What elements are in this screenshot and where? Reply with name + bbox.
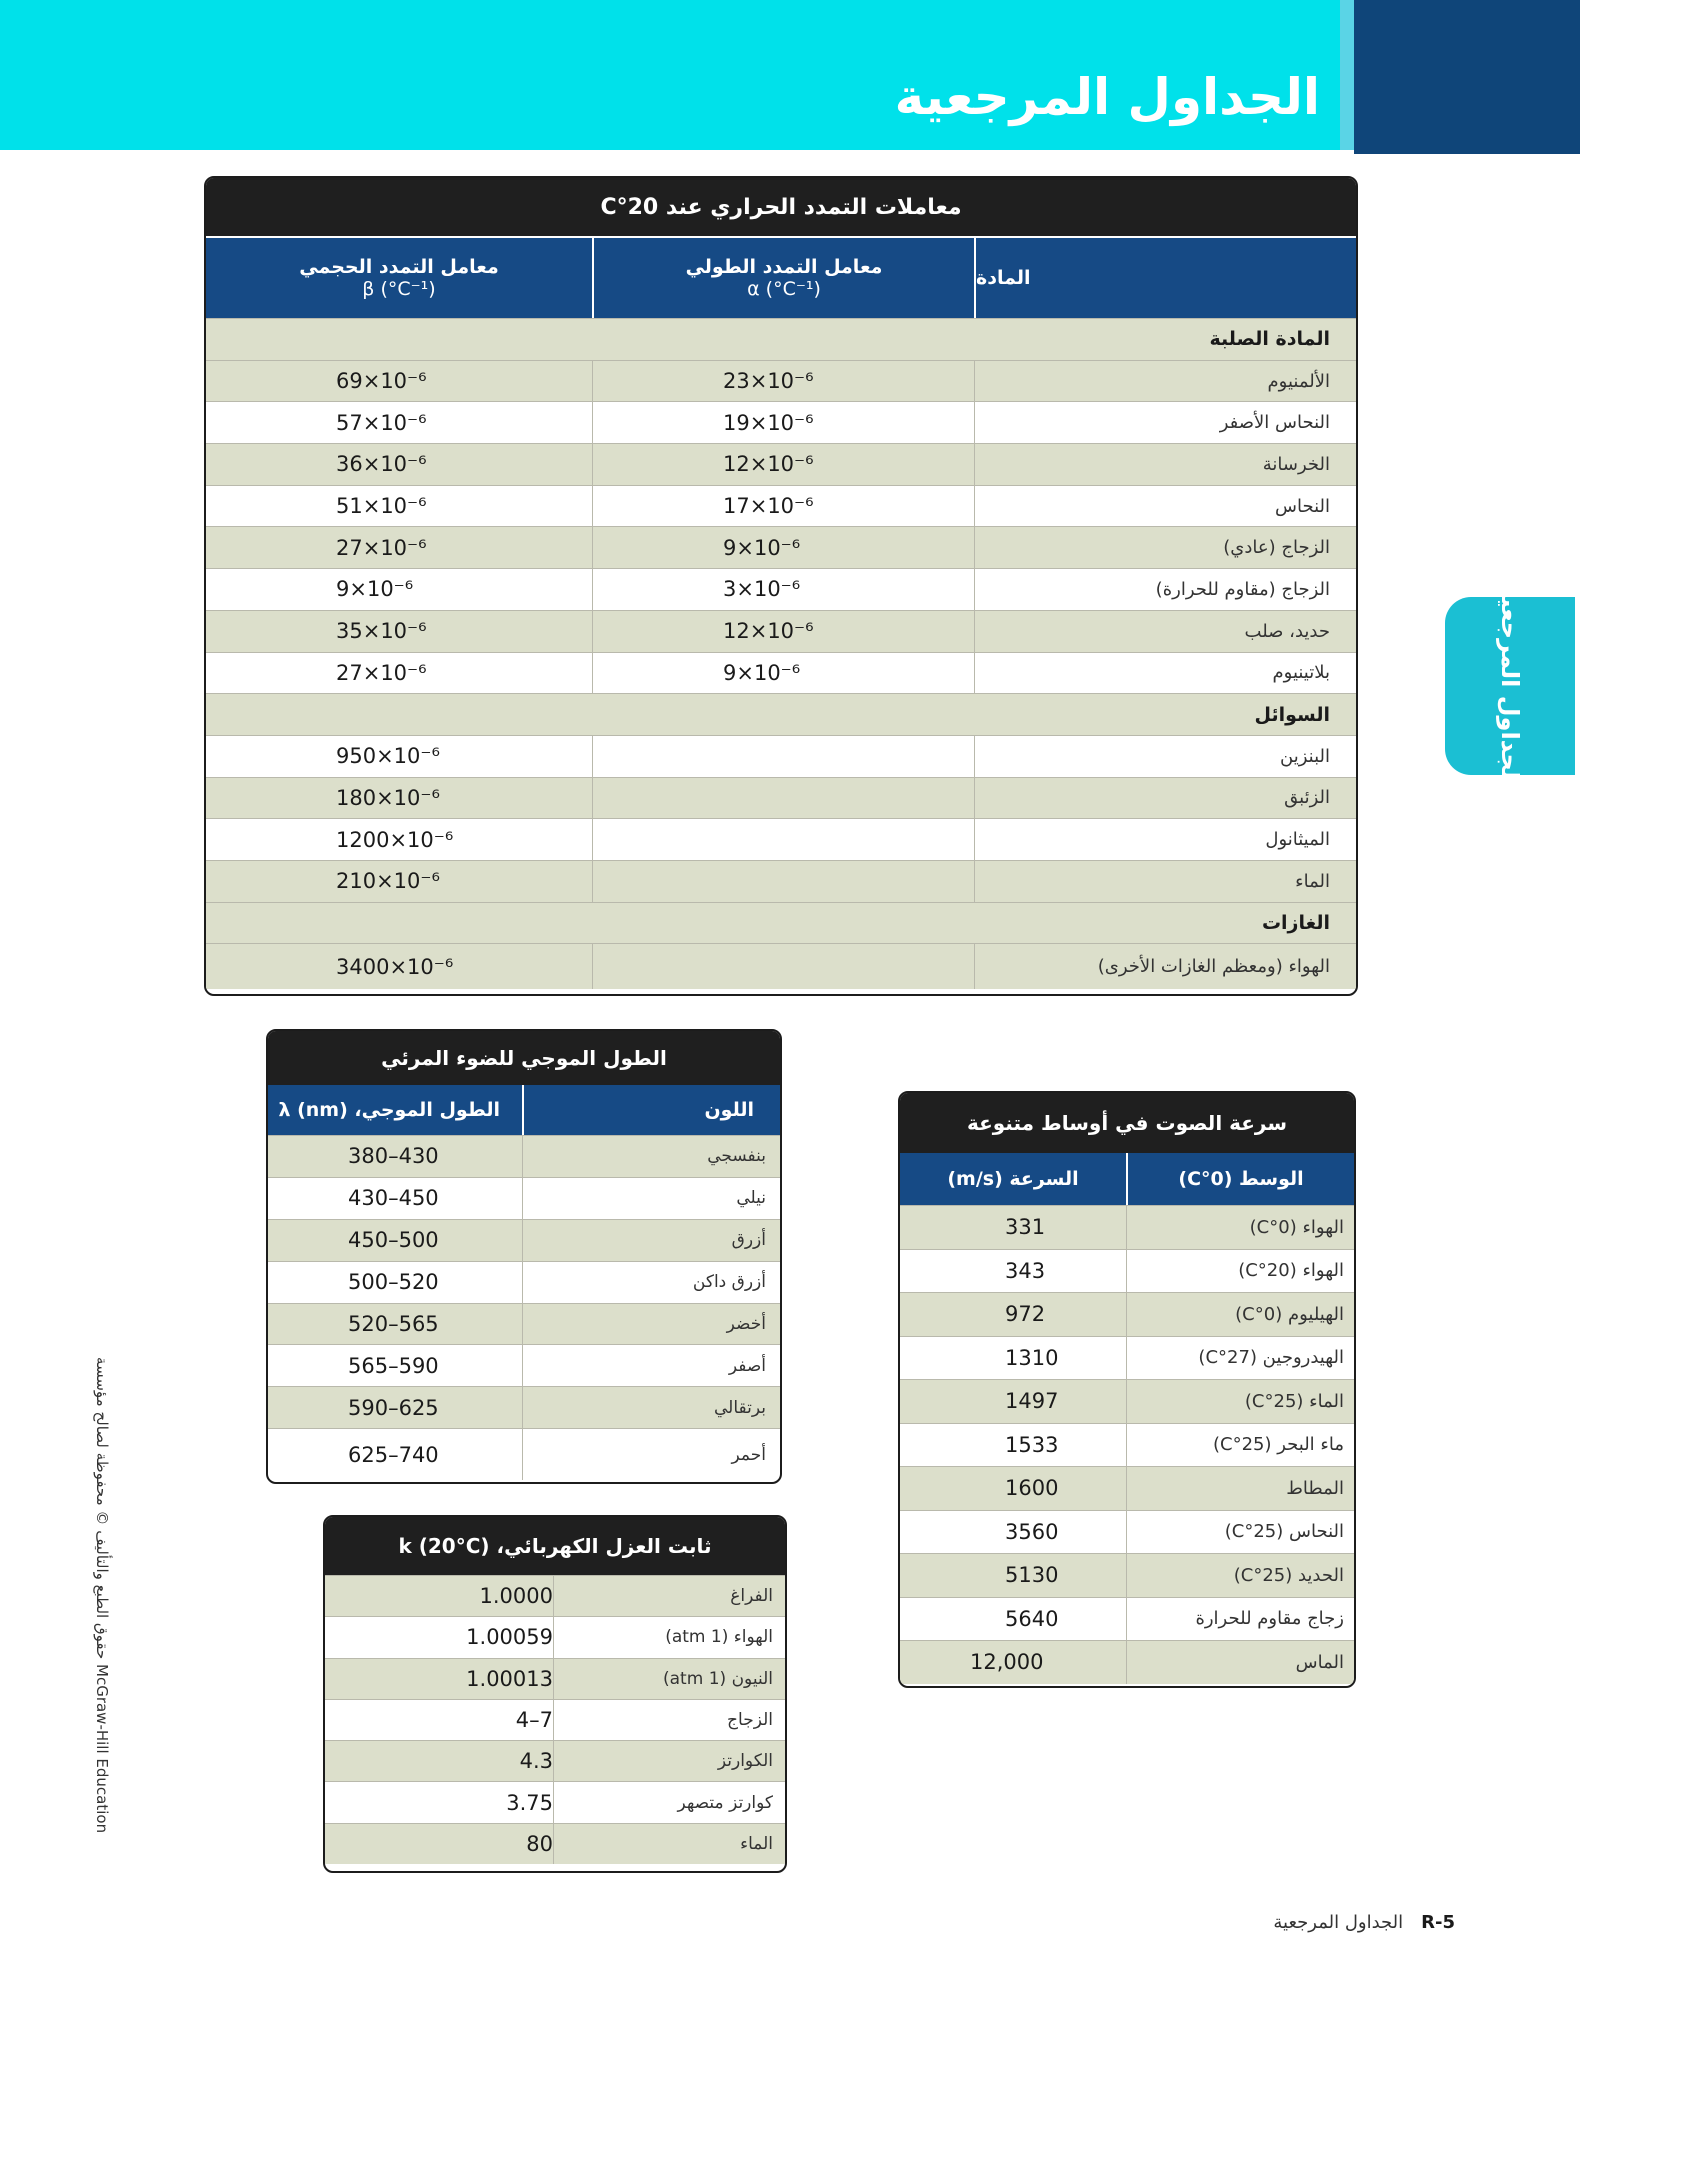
substance-name: الهواء (ومعظم الغازات الأخرى)	[974, 944, 1356, 989]
wavelength-range: 430–450	[348, 1186, 439, 1211]
wavelength-range: 565–590	[348, 1353, 439, 1378]
table-row	[900, 1423, 1354, 1467]
table-row	[268, 1261, 780, 1303]
table-row	[206, 652, 1356, 694]
table-row	[325, 1658, 785, 1699]
table-row	[206, 568, 1356, 610]
table-row	[206, 735, 1356, 777]
linear-coefficient-empty	[592, 736, 974, 777]
linear-coefficient: 12×10⁻⁶	[592, 444, 974, 485]
table-row	[206, 860, 1356, 902]
material-name: الفراغ	[553, 1576, 785, 1616]
substance-name: الماء	[974, 861, 1356, 902]
color-name: أحمر	[522, 1429, 780, 1480]
table-row	[900, 1510, 1354, 1554]
table-row	[900, 1466, 1354, 1510]
sound-speed: 5130	[1005, 1563, 1059, 1588]
sound-speed: 972	[1005, 1302, 1046, 1327]
header-volume: معامل التمدد الحجمي β (°C⁻¹)	[206, 238, 592, 318]
volume-coefficient: 210×10⁻⁶	[336, 869, 440, 894]
volume-coefficient: 9×10⁻⁶	[336, 577, 414, 602]
speed-of-sound-table	[898, 1091, 1356, 1688]
linear-coefficient: 23×10⁻⁶	[592, 361, 974, 402]
sound-speed: 3560	[1005, 1519, 1059, 1544]
sound-speed: 12,000	[970, 1650, 1044, 1675]
sound-speed: 1497	[1005, 1389, 1059, 1414]
volume-coefficient: 3400×10⁻⁶	[336, 954, 454, 979]
wavelength-range: 450–500	[348, 1228, 439, 1253]
table-row	[325, 1699, 785, 1740]
volume-coefficient: 1200×10⁻⁶	[336, 827, 454, 852]
color-name: أزرق داكن	[522, 1262, 780, 1303]
table-row	[900, 1249, 1354, 1293]
volume-coefficient: 69×10⁻⁶	[336, 369, 427, 394]
header-substance: المادة	[974, 238, 1356, 318]
substance-name: الخرسانة	[974, 444, 1356, 485]
linear-coefficient-empty	[592, 819, 974, 860]
material-name: الكوارتز	[553, 1741, 785, 1781]
color-name: بنفسجي	[522, 1136, 780, 1177]
volume-coefficient: 27×10⁻⁶	[336, 660, 427, 685]
volume-coefficient: 35×10⁻⁶	[336, 619, 427, 644]
dielectric-constant: 4.3	[519, 1749, 553, 1774]
header-medium: الوسط (0°C)	[1126, 1153, 1354, 1205]
header-navy-block	[1354, 0, 1580, 154]
table-row	[206, 818, 1356, 860]
table-row	[900, 1553, 1354, 1597]
linear-coefficient-empty	[592, 778, 974, 819]
linear-coefficient-empty	[592, 861, 974, 902]
page-footer	[1273, 1912, 1455, 1933]
dielectric-constant: 1.00059	[466, 1625, 553, 1650]
table-row	[268, 1344, 780, 1386]
page-number: R-5	[1421, 1912, 1455, 1933]
volume-coefficient: 180×10⁻⁶	[336, 785, 440, 810]
sound-speed: 1600	[1005, 1476, 1059, 1501]
substance-name: الزجاج (مقاوم للحرارة)	[974, 569, 1356, 610]
table-header	[268, 1085, 780, 1135]
table-row	[206, 610, 1356, 652]
wavelength-range: 500–520	[348, 1270, 439, 1295]
sound-speed: 343	[1005, 1258, 1046, 1283]
medium-name: الماء (25°C)	[1126, 1380, 1354, 1423]
dielectric-constant: 1.00013	[466, 1666, 553, 1691]
page-title: الجداول المرجعية	[894, 68, 1320, 126]
table-row	[325, 1575, 785, 1616]
sound-speed: 1310	[1005, 1345, 1059, 1370]
header-speed: السرعة (m/s)	[900, 1153, 1126, 1205]
sound-speed: 1533	[1005, 1432, 1059, 1457]
thermal-expansion-table	[204, 176, 1358, 996]
linear-coefficient: 17×10⁻⁶	[592, 486, 974, 527]
substance-name: الزئبق	[974, 778, 1356, 819]
table-row	[206, 401, 1356, 443]
medium-name: الهواء (0°C)	[1126, 1206, 1354, 1249]
material-name: النيون (1 atm)	[553, 1659, 785, 1699]
wavelength-range: 520–565	[348, 1312, 439, 1336]
table-row	[206, 360, 1356, 402]
material-name: كوارتز متصهر	[553, 1782, 785, 1822]
header-color: اللون	[522, 1085, 780, 1135]
header-linear: معامل التمدد الطولي α (°C⁻¹)	[592, 238, 974, 318]
table-row	[900, 1205, 1354, 1249]
table-row	[325, 1616, 785, 1657]
table-row	[325, 1823, 785, 1864]
substance-name: حديد، صلب	[974, 611, 1356, 652]
table-row	[268, 1428, 780, 1480]
visible-light-wavelength-table	[266, 1029, 782, 1484]
wavelength-range: 380–430	[348, 1144, 439, 1169]
table-row	[206, 526, 1356, 568]
dielectric-constant: 1.0000	[479, 1584, 553, 1609]
volume-coefficient: 51×10⁻⁶	[336, 494, 427, 519]
dielectric-constant-table	[323, 1515, 787, 1873]
medium-name: النحاس (25°C)	[1126, 1511, 1354, 1554]
linear-coefficient-empty	[592, 944, 974, 989]
color-name: أزرق	[522, 1220, 780, 1261]
medium-name: الحديد (25°C)	[1126, 1554, 1354, 1597]
volume-coefficient: 27×10⁻⁶	[336, 535, 427, 560]
table-row	[268, 1177, 780, 1219]
table-row	[268, 1386, 780, 1428]
wavelength-range: 625–740	[348, 1442, 439, 1467]
section-liquids: السوائل	[206, 693, 1356, 735]
linear-coefficient: 19×10⁻⁶	[592, 402, 974, 443]
color-name: برتقالي	[522, 1387, 780, 1428]
color-name: نيلي	[522, 1178, 780, 1219]
table-row	[900, 1379, 1354, 1423]
table-row	[325, 1781, 785, 1822]
linear-coefficient: 9×10⁻⁶	[592, 527, 974, 568]
section-solids: المادة الصلبة	[206, 318, 1356, 360]
wavelength-range: 590–625	[348, 1395, 439, 1420]
table-row	[900, 1292, 1354, 1336]
substance-name: بلاتينيوم	[974, 653, 1356, 694]
table-title: سرعة الصوت في أوساط متنوعة	[900, 1093, 1354, 1153]
dielectric-constant: 3.75	[506, 1790, 553, 1815]
dielectric-constant: 80	[526, 1831, 553, 1856]
side-tab-label: الجداول المرجعية	[1496, 583, 1524, 789]
table-row	[268, 1303, 780, 1345]
section-gases: الغازات	[206, 902, 1356, 944]
medium-name: زجاج مقاوم للحرارة	[1126, 1598, 1354, 1641]
table-row	[900, 1597, 1354, 1641]
table-header	[206, 236, 1356, 318]
material-name: الزجاج	[553, 1700, 785, 1740]
material-name: الهواء (1 atm)	[553, 1617, 785, 1657]
linear-coefficient: 12×10⁻⁶	[592, 611, 974, 652]
header-stripe	[1340, 0, 1354, 150]
substance-name: الميثانول	[974, 819, 1356, 860]
table-row	[206, 943, 1356, 989]
volume-coefficient: 57×10⁻⁶	[336, 410, 427, 435]
table-title: الطول الموجي للضوء المرئي	[268, 1031, 780, 1085]
volume-coefficient: 36×10⁻⁶	[336, 452, 427, 477]
substance-name: البنزين	[974, 736, 1356, 777]
header-wavelength: الطول الموجي، λ (nm)	[268, 1085, 522, 1135]
table-header	[900, 1153, 1354, 1205]
table-title: معاملات التمدد الحراري عند 20°C	[206, 178, 1356, 236]
sound-speed: 331	[1005, 1215, 1046, 1240]
medium-name: الهيدروجين (27°C)	[1126, 1337, 1354, 1380]
medium-name: ماء البحر (25°C)	[1126, 1424, 1354, 1467]
substance-name: الزجاج (عادي)	[974, 527, 1356, 568]
table-row	[900, 1336, 1354, 1380]
table-row	[900, 1640, 1354, 1684]
table-row	[206, 443, 1356, 485]
material-name: الماء	[553, 1824, 785, 1864]
medium-name: المطاط	[1126, 1467, 1354, 1510]
table-row	[206, 777, 1356, 819]
substance-name: النحاس الأصفر	[974, 402, 1356, 443]
medium-name: الهواء (20°C)	[1126, 1250, 1354, 1293]
volume-coefficient: 950×10⁻⁶	[336, 744, 440, 769]
substance-name: الألمنيوم	[974, 361, 1356, 402]
copyright-text: حقوق الطبع والتأليف © محفوظة لصالح مؤسسة McGraw-Hill Education	[93, 1356, 111, 1834]
linear-coefficient: 3×10⁻⁶	[592, 569, 974, 610]
medium-name: الهيليوم (0°C)	[1126, 1293, 1354, 1336]
color-name: أخضر	[522, 1304, 780, 1345]
linear-coefficient: 9×10⁻⁶	[592, 653, 974, 694]
sound-speed: 5640	[1005, 1606, 1059, 1631]
footer-section: الجداول المرجعية	[1273, 1912, 1404, 1933]
medium-name: الماس	[1126, 1641, 1354, 1684]
table-row	[206, 485, 1356, 527]
substance-name: النحاس	[974, 486, 1356, 527]
table-title: ثابت العزل الكهربائي، k (20°C)	[325, 1517, 785, 1575]
table-row	[325, 1740, 785, 1781]
color-name: أصفر	[522, 1345, 780, 1386]
table-row	[268, 1219, 780, 1261]
dielectric-constant: 4–7	[515, 1708, 553, 1733]
table-row	[268, 1135, 780, 1177]
